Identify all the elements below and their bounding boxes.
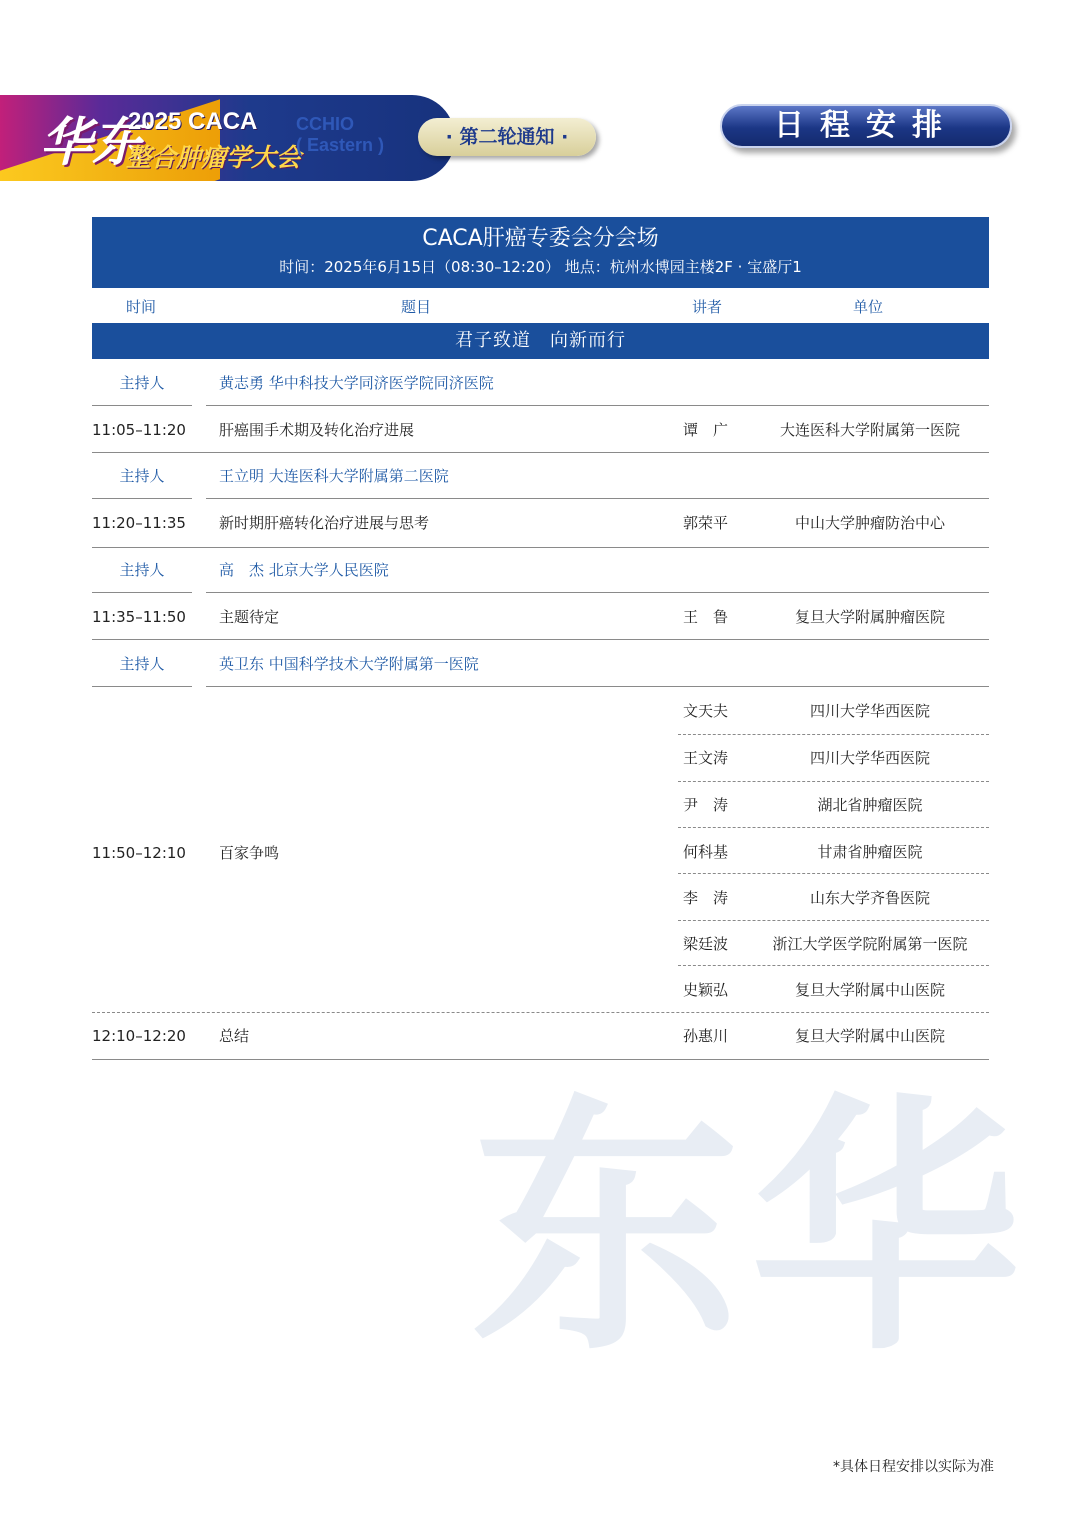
moderator: 英卫东 中国科学技术大学附属第一医院 [219, 655, 479, 673]
dashed-divider [678, 965, 989, 966]
moderator: 高 杰 北京大学人民医院 [219, 561, 389, 579]
row-divider [206, 498, 989, 499]
row-topic: 肝癌围手术期及转化治疗进展 [219, 421, 415, 439]
row-divider [206, 405, 989, 406]
panel-topic: 百家争鸣 [219, 844, 280, 862]
row-divider [92, 592, 192, 593]
row-unit: 复旦大学附属肿瘤医院 [794, 608, 945, 626]
row-speaker: 王 鲁 [683, 608, 729, 626]
closing-speaker: 孙惠川 [683, 1027, 729, 1045]
schedule-badge: 日程安排 [720, 104, 1012, 148]
row-divider [206, 686, 989, 687]
logo-text: 华东 [40, 112, 145, 173]
moderator-label: 主持人 [119, 655, 165, 673]
row-topic: 新时期肝癌转化治疗进展与思考 [219, 514, 430, 532]
row-divider [206, 592, 989, 593]
row-unit: 中山大学肿瘤防治中心 [794, 514, 945, 532]
col-unit: 单位 [853, 298, 884, 316]
panel-speaker: 王文涛 [683, 749, 729, 767]
panel-speaker: 梁廷波 [683, 935, 729, 953]
panel-speaker: 文天夫 [683, 702, 729, 720]
row-time: 11:20–11:35 [92, 514, 186, 532]
row-time: 11:35–11:50 [92, 608, 186, 626]
row-divider [92, 686, 192, 687]
moderator-label: 主持人 [119, 561, 165, 579]
cchio-label: CCHIO ( Eastern ) [296, 114, 385, 155]
panel-speaker: 史颖弘 [683, 981, 729, 999]
panel-speaker: 何科基 [683, 843, 729, 861]
footnote: *具体日程安排以实际为准 [833, 1459, 994, 1475]
moderator-label: 主持人 [119, 374, 165, 392]
row-speaker: 郭荣平 [683, 514, 729, 532]
closing-time: 12:10–12:20 [92, 1027, 186, 1045]
dashed-divider [678, 734, 989, 735]
panel-unit: 山东大学齐鲁医院 [809, 889, 930, 907]
col-topic: 题目 [401, 298, 432, 316]
dashed-divider [678, 920, 989, 921]
panel-unit: 甘肃省肿瘤医院 [817, 843, 923, 861]
panel-time: 11:50–12:10 [92, 844, 186, 862]
panel-unit: 湖北省肿瘤医院 [817, 796, 923, 814]
session-theme: 君子致道 向新而行 [92, 323, 989, 359]
panel-unit: 四川大学华西医院 [809, 749, 930, 767]
panel-unit: 浙江大学医学院附属第一医院 [772, 935, 968, 953]
moderator-label: 主持人 [119, 467, 165, 485]
closing-unit: 复旦大学附属中山医院 [794, 1027, 945, 1045]
row-divider [92, 498, 192, 499]
panel-unit: 四川大学华西医院 [809, 702, 930, 720]
watermark: 华东 [426, 1085, 1024, 1335]
col-time: 时间 [126, 298, 157, 316]
col-speaker: 讲者 [692, 298, 723, 316]
dashed-divider [678, 873, 989, 874]
moderator: 黄志勇 华中科技大学同济医学院同济医院 [219, 374, 494, 392]
row-time: 11:05–11:20 [92, 421, 186, 439]
row-unit: 大连医科大学附属第一医院 [779, 421, 960, 439]
row-speaker: 谭 广 [683, 421, 729, 439]
row-divider [92, 639, 989, 640]
row-divider [92, 405, 192, 406]
row-divider [92, 1059, 989, 1060]
conference-name: 整合肿瘤学大会 [126, 143, 302, 172]
panel-speaker: 李 涛 [683, 889, 729, 907]
row-divider [92, 452, 989, 453]
notice-badge: · 第二轮通知 · [418, 118, 596, 156]
session-header [92, 217, 989, 288]
session-title: CACA肝癌专委会分会场 [422, 226, 659, 251]
panel-speaker: 尹 涛 [683, 796, 729, 814]
session-info: 时间：2025年6月15日（08:30–12:20） 地点：杭州水博园主楼2F · 宝盛厅1 [279, 258, 802, 276]
dashed-divider [678, 781, 989, 782]
row-topic: 主题待定 [219, 608, 280, 626]
moderator: 王立明 大连医科大学附属第二医院 [219, 467, 449, 485]
dashed-divider [678, 827, 989, 828]
panel-unit: 复旦大学附属中山医院 [794, 981, 945, 999]
closing-topic: 总结 [219, 1027, 250, 1045]
row-divider [92, 547, 989, 548]
dashed-divider [92, 1012, 989, 1013]
year-caca: 2025 CACA [128, 108, 258, 135]
